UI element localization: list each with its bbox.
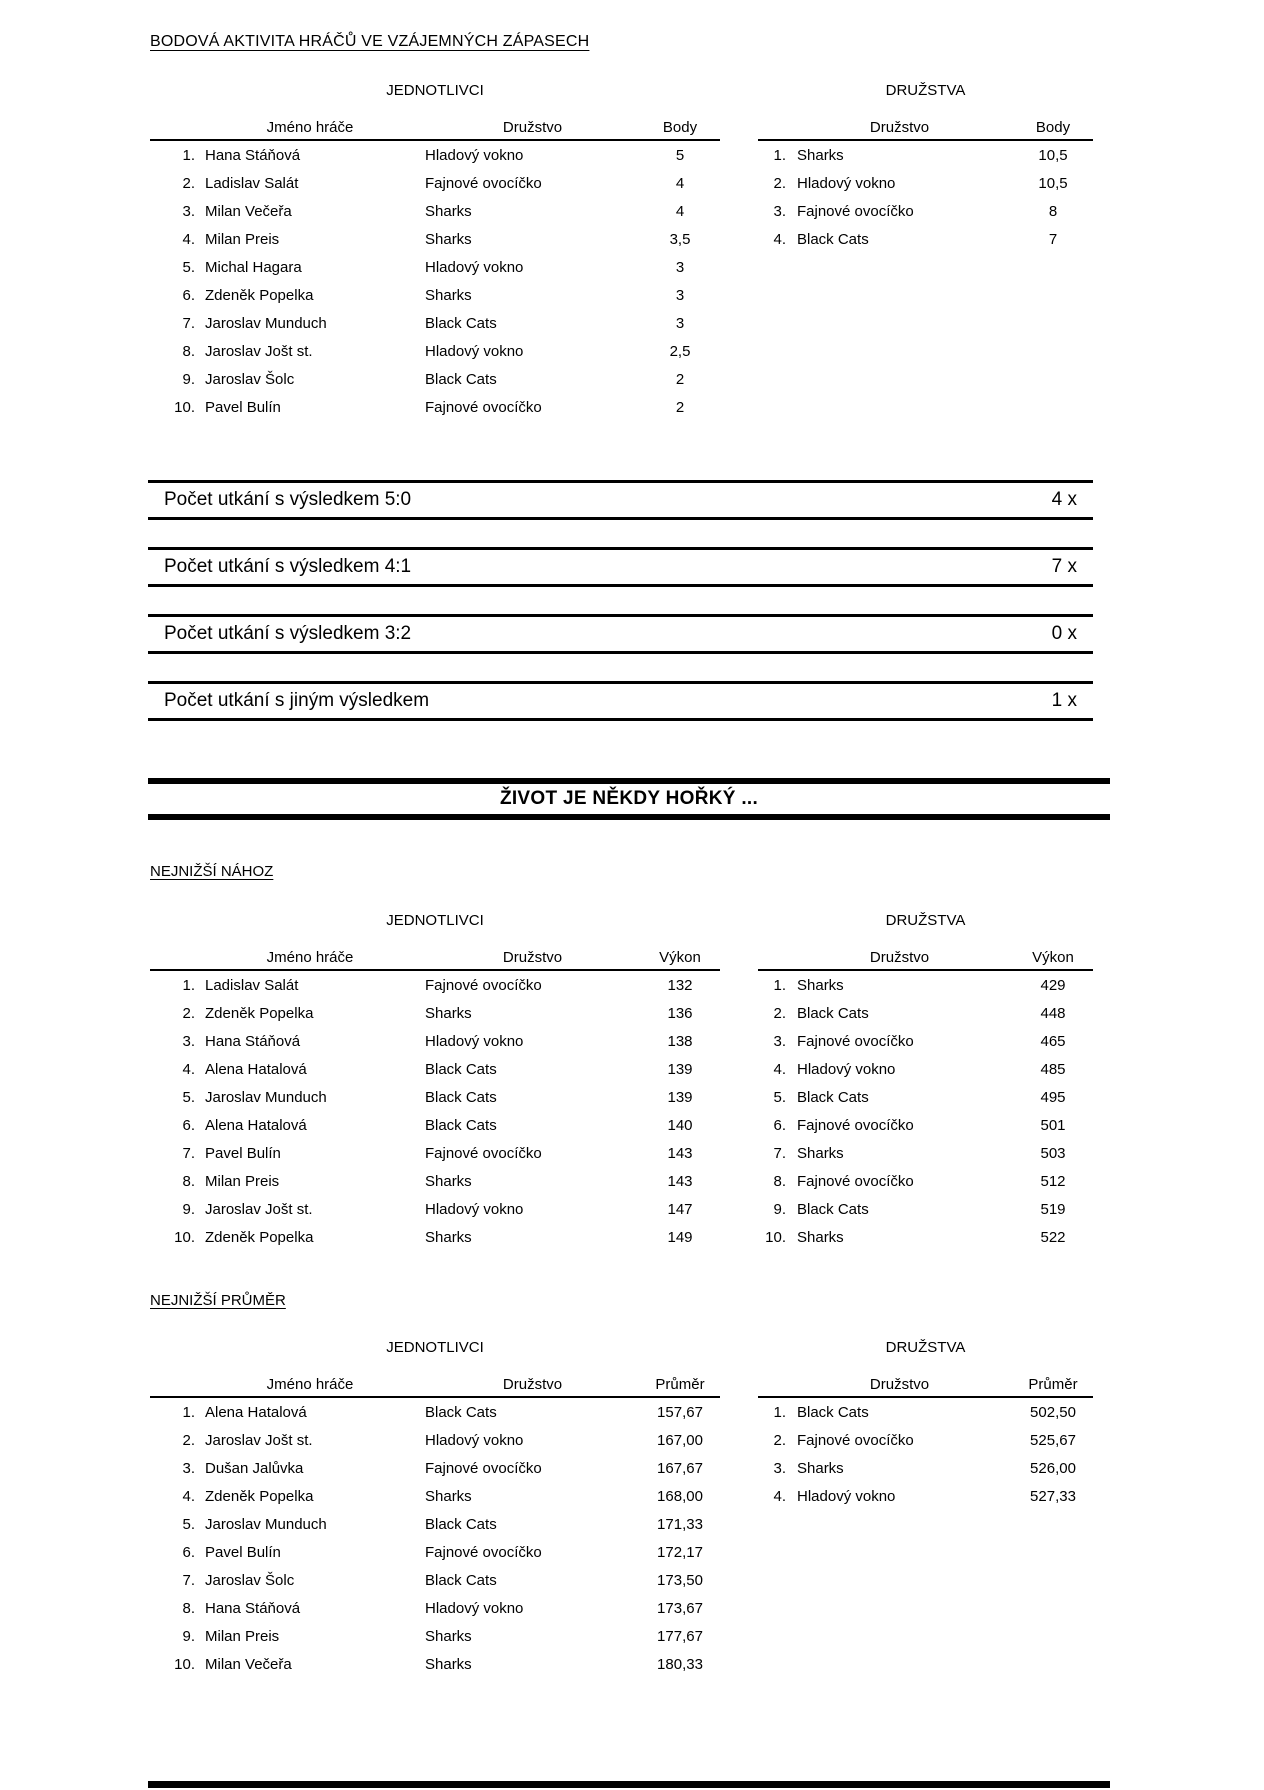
cell-player-name: Jaroslav Jošt st. bbox=[205, 1201, 313, 1219]
cell-value: 465 bbox=[1040, 1032, 1066, 1050]
cell-team-name: Hladový vokno bbox=[425, 146, 524, 164]
cell-player-name: Alena Hatalová bbox=[205, 1060, 307, 1078]
table-row bbox=[150, 1083, 720, 1111]
cell-team-name: Hladový vokno bbox=[425, 343, 524, 361]
table-header-row bbox=[150, 946, 720, 971]
cell-team-name: Sharks bbox=[425, 1628, 472, 1646]
cell-team-name: Black Cats bbox=[797, 1201, 869, 1219]
cell-team-name: Fajnové ovocíčko bbox=[425, 399, 542, 417]
cell-value: 485 bbox=[1040, 1060, 1066, 1078]
match-count-value: 7 x bbox=[1051, 556, 1077, 577]
cell-team-name: Sharks bbox=[797, 1229, 844, 1247]
cell-player-name: Zdeněk Popelka bbox=[205, 1487, 314, 1505]
match-count-value: 1 x bbox=[1051, 690, 1077, 711]
cell-team-name: Black Cats bbox=[797, 1004, 869, 1022]
cell-rank: 10. bbox=[174, 1656, 195, 1674]
table-row bbox=[758, 1027, 1093, 1055]
cell-rank: 3. bbox=[773, 1459, 786, 1477]
lowest-average-individuals-table bbox=[150, 1340, 720, 1679]
table-row bbox=[758, 1111, 1093, 1139]
cell-rank: 5. bbox=[182, 258, 195, 276]
cell-rank: 7. bbox=[182, 315, 195, 333]
cell-team-name: Sharks bbox=[425, 1173, 472, 1191]
banner-heading: ŽIVOT JE NĚKDY HOŘKÝ ... bbox=[148, 778, 1110, 820]
bottom-divider bbox=[148, 1781, 1110, 1788]
table-row bbox=[150, 394, 720, 422]
table-row bbox=[758, 1140, 1093, 1168]
table-body bbox=[150, 971, 720, 1252]
cell-team-name: Black Cats bbox=[797, 1088, 869, 1106]
table-header-row bbox=[758, 946, 1093, 971]
cell-rank: 1. bbox=[182, 1403, 195, 1421]
column-header-player: Jméno hráče bbox=[266, 949, 354, 966]
cell-team-name: Fajnové ovocíčko bbox=[425, 1145, 542, 1163]
cell-rank: 3. bbox=[773, 1032, 786, 1050]
cell-rank: 4. bbox=[182, 230, 195, 248]
cell-rank: 8. bbox=[182, 1173, 195, 1191]
column-header-player: Jméno hráče bbox=[266, 119, 354, 136]
cell-rank: 8. bbox=[182, 343, 195, 361]
table-row bbox=[150, 1651, 720, 1679]
table-row bbox=[150, 225, 720, 253]
cell-rank: 4. bbox=[773, 1060, 786, 1078]
cell-value: 180,33 bbox=[657, 1656, 703, 1674]
table-row bbox=[758, 1426, 1093, 1454]
cell-player-name: Zdeněk Popelka bbox=[205, 1229, 314, 1247]
cell-rank: 4. bbox=[773, 1487, 786, 1505]
cell-team-name: Hladový vokno bbox=[797, 1060, 896, 1078]
cell-value: 2,5 bbox=[669, 343, 691, 361]
cell-team-name: Fajnové ovocíčko bbox=[797, 1431, 914, 1449]
cell-team-name: Sharks bbox=[425, 1656, 472, 1674]
table-row bbox=[758, 141, 1093, 169]
cell-value: 8 bbox=[1048, 202, 1058, 220]
match-count-label: Počet utkání s jiným výsledkem bbox=[164, 690, 430, 711]
cell-player-name: Jaroslav Munduch bbox=[205, 1515, 327, 1533]
cell-rank: 10. bbox=[174, 399, 195, 417]
table-row bbox=[150, 1196, 720, 1224]
cell-value: 3 bbox=[675, 258, 685, 276]
points-teams-table bbox=[758, 83, 1093, 253]
cell-team-name: Hladový vokno bbox=[797, 1487, 896, 1505]
cell-value: 4 bbox=[675, 174, 685, 192]
cell-value: 525,67 bbox=[1030, 1431, 1076, 1449]
column-header-value: Body bbox=[1035, 119, 1071, 136]
cell-team-name: Fajnové ovocíčko bbox=[425, 1459, 542, 1477]
cell-team-name: Fajnové ovocíčko bbox=[425, 976, 542, 994]
cell-value: 132 bbox=[667, 976, 693, 994]
column-header-team: Družstvo bbox=[502, 119, 563, 136]
column-header-team: Družstvo bbox=[869, 949, 930, 966]
table-row bbox=[150, 1224, 720, 1252]
cell-team-name: Fajnové ovocíčko bbox=[425, 174, 542, 192]
cell-team-name: Fajnové ovocíčko bbox=[797, 1117, 914, 1135]
cell-team-name: Black Cats bbox=[797, 1403, 869, 1421]
match-count-list bbox=[148, 480, 1093, 721]
cell-value: 526,00 bbox=[1030, 1459, 1076, 1477]
cell-rank: 3. bbox=[182, 202, 195, 220]
column-header-value: Průměr bbox=[655, 1376, 705, 1393]
table-row bbox=[150, 197, 720, 225]
cell-team-name: Black Cats bbox=[425, 315, 497, 333]
table-row bbox=[758, 1454, 1093, 1482]
column-header-value: Výkon bbox=[1032, 949, 1074, 966]
table-heading-individuals: JEDNOTLIVCI bbox=[386, 1339, 484, 1356]
cell-team-name: Sharks bbox=[797, 1145, 844, 1163]
column-header-value: Průměr bbox=[1028, 1376, 1078, 1393]
table-row bbox=[758, 169, 1093, 197]
cell-team-name: Sharks bbox=[425, 230, 472, 248]
cell-rank: 9. bbox=[182, 1628, 195, 1646]
cell-rank: 9. bbox=[182, 1201, 195, 1219]
cell-rank: 6. bbox=[182, 1117, 195, 1135]
cell-value: 4 bbox=[675, 202, 685, 220]
cell-player-name: Jaroslav Jošt st. bbox=[205, 343, 313, 361]
cell-team-name: Hladový vokno bbox=[425, 1600, 524, 1618]
table-row bbox=[758, 1224, 1093, 1252]
table-row bbox=[758, 1398, 1093, 1426]
cell-rank: 7. bbox=[182, 1572, 195, 1590]
cell-rank: 6. bbox=[773, 1117, 786, 1135]
table-row bbox=[150, 1111, 720, 1139]
column-header-value: Body bbox=[662, 119, 698, 136]
column-header-team: Družstvo bbox=[869, 119, 930, 136]
cell-rank: 8. bbox=[182, 1600, 195, 1618]
cell-value: 7 bbox=[1048, 230, 1058, 248]
cell-rank: 4. bbox=[182, 1487, 195, 1505]
cell-player-name: Milan Večeřa bbox=[205, 1656, 292, 1674]
cell-team-name: Black Cats bbox=[797, 230, 869, 248]
cell-team-name: Fajnové ovocíčko bbox=[425, 1544, 542, 1562]
cell-player-name: Alena Hatalová bbox=[205, 1117, 307, 1135]
cell-team-name: Hladový vokno bbox=[425, 1431, 524, 1449]
cell-rank: 3. bbox=[182, 1032, 195, 1050]
table-row bbox=[758, 999, 1093, 1027]
cell-rank: 6. bbox=[182, 287, 195, 305]
match-count-label: Počet utkání s výsledkem 4:1 bbox=[164, 556, 412, 577]
table-row bbox=[150, 338, 720, 366]
cell-rank: 1. bbox=[182, 976, 195, 994]
cell-player-name: Pavel Bulín bbox=[205, 1145, 281, 1163]
cell-team-name: Black Cats bbox=[425, 1403, 497, 1421]
cell-value: 5 bbox=[675, 146, 685, 164]
cell-value: 501 bbox=[1040, 1117, 1066, 1135]
cell-value: 429 bbox=[1040, 976, 1066, 994]
cell-player-name: Ladislav Salát bbox=[205, 976, 299, 994]
match-count-value: 0 x bbox=[1051, 623, 1077, 644]
table-row bbox=[150, 366, 720, 394]
column-header-player: Jméno hráče bbox=[266, 1376, 354, 1393]
cell-team-name: Sharks bbox=[797, 1459, 844, 1477]
cell-value: 140 bbox=[667, 1117, 693, 1135]
table-heading-individuals: JEDNOTLIVCI bbox=[386, 912, 484, 929]
table-row bbox=[150, 971, 720, 999]
cell-value: 448 bbox=[1040, 1004, 1066, 1022]
cell-value: 172,17 bbox=[657, 1544, 703, 1562]
table-row bbox=[150, 1510, 720, 1538]
table-header-row bbox=[758, 1373, 1093, 1398]
cell-team-name: Sharks bbox=[425, 1487, 472, 1505]
cell-rank: 2. bbox=[773, 174, 786, 192]
cell-value: 10,5 bbox=[1038, 146, 1068, 164]
cell-value: 143 bbox=[667, 1145, 693, 1163]
lowest-score-individuals-table bbox=[150, 913, 720, 1252]
cell-player-name: Jaroslav Munduch bbox=[205, 1088, 327, 1106]
cell-player-name: Michal Hagara bbox=[205, 258, 302, 276]
cell-rank: 7. bbox=[773, 1145, 786, 1163]
cell-rank: 5. bbox=[773, 1088, 786, 1106]
table-row bbox=[150, 1140, 720, 1168]
cell-rank: 2. bbox=[773, 1431, 786, 1449]
cell-team-name: Sharks bbox=[425, 202, 472, 220]
cell-team-name: Sharks bbox=[797, 146, 844, 164]
cell-player-name: Zdeněk Popelka bbox=[205, 1004, 314, 1022]
table-body bbox=[758, 971, 1093, 1252]
cell-player-name: Jaroslav Šolc bbox=[205, 1572, 295, 1590]
table-body bbox=[150, 1398, 720, 1679]
table-row bbox=[150, 1426, 720, 1454]
cell-player-name: Pavel Bulín bbox=[205, 1544, 281, 1562]
cell-value: 519 bbox=[1040, 1201, 1066, 1219]
table-row bbox=[758, 1055, 1093, 1083]
cell-rank: 4. bbox=[182, 1060, 195, 1078]
cell-player-name: Hana Stáňová bbox=[205, 146, 301, 164]
cell-team-name: Black Cats bbox=[425, 371, 497, 389]
section-heading-lowest-average: NEJNIŽŠÍ PRŮMĚR bbox=[150, 1292, 286, 1309]
cell-value: 167,67 bbox=[657, 1459, 703, 1477]
table-row bbox=[758, 197, 1093, 225]
column-header-team: Družstvo bbox=[502, 1376, 563, 1393]
cell-value: 527,33 bbox=[1030, 1487, 1076, 1505]
cell-player-name: Jaroslav Šolc bbox=[205, 371, 295, 389]
cell-value: 3 bbox=[675, 287, 685, 305]
cell-value: 177,67 bbox=[657, 1628, 703, 1646]
cell-rank: 1. bbox=[182, 146, 195, 164]
cell-team-name: Fajnové ovocíčko bbox=[797, 202, 914, 220]
cell-rank: 1. bbox=[773, 146, 786, 164]
table-header-row bbox=[150, 1373, 720, 1398]
cell-team-name: Fajnové ovocíčko bbox=[797, 1173, 914, 1191]
column-header-team: Družstvo bbox=[869, 1376, 930, 1393]
cell-player-name: Pavel Bulín bbox=[205, 399, 281, 417]
table-row bbox=[150, 1454, 720, 1482]
column-header-team: Družstvo bbox=[502, 949, 563, 966]
cell-player-name: Dušan Jalůvka bbox=[205, 1459, 304, 1477]
table-row bbox=[150, 1168, 720, 1196]
cell-player-name: Hana Stáňová bbox=[205, 1032, 301, 1050]
cell-player-name: Milan Večeřa bbox=[205, 202, 292, 220]
cell-rank: 2. bbox=[182, 1431, 195, 1449]
cell-team-name: Black Cats bbox=[425, 1060, 497, 1078]
cell-team-name: Black Cats bbox=[425, 1515, 497, 1533]
cell-rank: 6. bbox=[182, 1544, 195, 1562]
match-count-value: 4 x bbox=[1051, 489, 1077, 510]
cell-rank: 3. bbox=[182, 1459, 195, 1477]
cell-rank: 2. bbox=[182, 174, 195, 192]
table-heading-teams: DRUŽSTVA bbox=[885, 912, 966, 929]
cell-player-name: Milan Preis bbox=[205, 1628, 280, 1646]
lowest-score-teams-table bbox=[758, 913, 1093, 1252]
table-body bbox=[758, 1398, 1093, 1510]
table-row bbox=[150, 169, 720, 197]
table-row bbox=[758, 1083, 1093, 1111]
cell-value: 173,67 bbox=[657, 1600, 703, 1618]
table-row bbox=[150, 999, 720, 1027]
cell-rank: 9. bbox=[182, 371, 195, 389]
cell-rank: 1. bbox=[773, 976, 786, 994]
cell-team-name: Sharks bbox=[797, 976, 844, 994]
cell-value: 495 bbox=[1040, 1088, 1066, 1106]
cell-value: 143 bbox=[667, 1173, 693, 1191]
table-header-row bbox=[758, 116, 1093, 141]
cell-player-name: Milan Preis bbox=[205, 230, 280, 248]
cell-team-name: Hladový vokno bbox=[425, 258, 524, 276]
table-row bbox=[150, 281, 720, 309]
table-row bbox=[150, 1538, 720, 1566]
cell-player-name: Jaroslav Munduch bbox=[205, 315, 327, 333]
table-row bbox=[150, 1027, 720, 1055]
cell-value: 171,33 bbox=[657, 1515, 703, 1533]
cell-player-name: Hana Stáňová bbox=[205, 1600, 301, 1618]
cell-player-name: Ladislav Salát bbox=[205, 174, 299, 192]
cell-rank: 9. bbox=[773, 1201, 786, 1219]
match-count-band bbox=[148, 681, 1093, 721]
table-row bbox=[758, 225, 1093, 253]
cell-value: 2 bbox=[675, 399, 685, 417]
cell-value: 2 bbox=[675, 371, 685, 389]
cell-value: 136 bbox=[667, 1004, 693, 1022]
table-row bbox=[150, 253, 720, 281]
cell-team-name: Sharks bbox=[425, 287, 472, 305]
cell-rank: 10. bbox=[174, 1229, 195, 1247]
table-row bbox=[150, 1482, 720, 1510]
cell-rank: 7. bbox=[182, 1145, 195, 1163]
cell-value: 173,50 bbox=[657, 1572, 703, 1590]
cell-value: 522 bbox=[1040, 1229, 1066, 1247]
lowest-average-teams-table bbox=[758, 1340, 1093, 1510]
cell-team-name: Hladový vokno bbox=[425, 1032, 524, 1050]
cell-value: 3,5 bbox=[669, 230, 691, 248]
cell-team-name: Sharks bbox=[425, 1229, 472, 1247]
cell-value: 168,00 bbox=[657, 1487, 703, 1505]
cell-rank: 5. bbox=[182, 1088, 195, 1106]
cell-player-name: Alena Hatalová bbox=[205, 1403, 307, 1421]
table-row bbox=[150, 310, 720, 338]
cell-team-name: Black Cats bbox=[425, 1572, 497, 1590]
cell-rank: 8. bbox=[773, 1173, 786, 1191]
table-row bbox=[150, 1567, 720, 1595]
cell-player-name: Zdeněk Popelka bbox=[205, 287, 314, 305]
cell-rank: 10. bbox=[765, 1229, 786, 1247]
table-body bbox=[758, 141, 1093, 253]
cell-value: 138 bbox=[667, 1032, 693, 1050]
match-count-band bbox=[148, 614, 1093, 654]
cell-team-name: Hladový vokno bbox=[425, 1201, 524, 1219]
page-title: BODOVÁ AKTIVITA HRÁČŮ VE VZÁJEMNÝCH ZÁPASECH bbox=[150, 33, 590, 50]
match-count-band bbox=[148, 547, 1093, 587]
column-header-value: Výkon bbox=[659, 949, 701, 966]
table-header-row bbox=[150, 116, 720, 141]
table-row bbox=[150, 1595, 720, 1623]
cell-value: 10,5 bbox=[1038, 174, 1068, 192]
cell-rank: 1. bbox=[773, 1403, 786, 1421]
cell-value: 139 bbox=[667, 1088, 693, 1106]
cell-value: 3 bbox=[675, 315, 685, 333]
table-row bbox=[758, 1196, 1093, 1224]
table-row bbox=[150, 141, 720, 169]
cell-value: 147 bbox=[667, 1201, 693, 1219]
points-individuals-table bbox=[150, 83, 720, 422]
match-count-label: Počet utkání s výsledkem 5:0 bbox=[164, 489, 412, 510]
table-heading-individuals: JEDNOTLIVCI bbox=[386, 82, 484, 99]
match-count-band bbox=[148, 480, 1093, 520]
cell-player-name: Jaroslav Jošt st. bbox=[205, 1431, 313, 1449]
cell-value: 157,67 bbox=[657, 1403, 703, 1421]
table-heading-teams: DRUŽSTVA bbox=[885, 1339, 966, 1356]
table-row bbox=[758, 971, 1093, 999]
cell-value: 139 bbox=[667, 1060, 693, 1078]
table-row bbox=[758, 1168, 1093, 1196]
cell-team-name: Black Cats bbox=[425, 1088, 497, 1106]
table-row bbox=[150, 1398, 720, 1426]
section-heading-lowest-score: NEJNIŽŠÍ NÁHOZ bbox=[150, 863, 274, 880]
cell-rank: 3. bbox=[773, 202, 786, 220]
table-row bbox=[758, 1482, 1093, 1510]
table-heading-teams: DRUŽSTVA bbox=[885, 82, 966, 99]
cell-value: 512 bbox=[1040, 1173, 1066, 1191]
table-body bbox=[150, 141, 720, 422]
cell-rank: 2. bbox=[773, 1004, 786, 1022]
cell-team-name: Black Cats bbox=[425, 1117, 497, 1135]
table-row bbox=[150, 1623, 720, 1651]
cell-value: 503 bbox=[1040, 1145, 1066, 1163]
cell-team-name: Fajnové ovocíčko bbox=[797, 1032, 914, 1050]
match-count-label: Počet utkání s výsledkem 3:2 bbox=[164, 623, 412, 644]
cell-value: 502,50 bbox=[1030, 1403, 1076, 1421]
cell-value: 149 bbox=[667, 1229, 693, 1247]
cell-rank: 5. bbox=[182, 1515, 195, 1533]
table-row bbox=[150, 1055, 720, 1083]
cell-team-name: Sharks bbox=[425, 1004, 472, 1022]
cell-rank: 2. bbox=[182, 1004, 195, 1022]
cell-player-name: Milan Preis bbox=[205, 1173, 280, 1191]
cell-rank: 4. bbox=[773, 230, 786, 248]
cell-team-name: Hladový vokno bbox=[797, 174, 896, 192]
cell-value: 167,00 bbox=[657, 1431, 703, 1449]
